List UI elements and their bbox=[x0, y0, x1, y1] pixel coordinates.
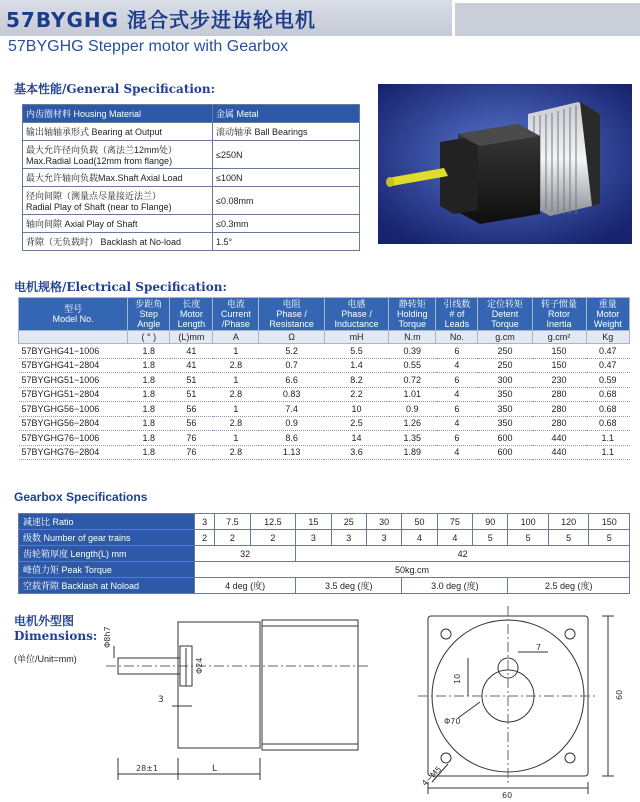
trains-cell: 3 bbox=[296, 530, 331, 546]
value-cell: 1.1 bbox=[586, 445, 629, 460]
backlash-label: 空载背隙 Backlash at Noload bbox=[19, 578, 195, 594]
value-cell: 1.26 bbox=[389, 416, 436, 431]
value-cell: 150 bbox=[532, 358, 586, 373]
spec-value: ≤250N bbox=[213, 141, 360, 169]
unit-cell: N.m bbox=[389, 331, 436, 344]
unit-cell: Kg bbox=[586, 331, 629, 344]
trains-cell: 2 bbox=[215, 530, 250, 546]
value-cell: 1.13 bbox=[259, 445, 324, 460]
table-row bbox=[19, 445, 630, 460]
trains-label: 级数 Number of gear trains bbox=[19, 530, 195, 546]
column-header-line: 定位转矩 bbox=[486, 299, 523, 309]
backlash-value: 3.5 deg (度) bbox=[296, 578, 402, 594]
value-cell: 1.01 bbox=[389, 387, 436, 402]
length-label: 齿轮箱厚度 Length(L) mm bbox=[19, 546, 195, 562]
column-header-line: 长度 bbox=[182, 299, 201, 309]
value-cell: 0.55 bbox=[389, 358, 436, 373]
value-cell: 1.8 bbox=[128, 416, 170, 431]
value-cell: 6 bbox=[436, 431, 478, 446]
value-cell: 51 bbox=[170, 387, 213, 402]
trains-cell: 2 bbox=[195, 530, 215, 546]
column-header bbox=[213, 298, 259, 331]
ratio-cell: 3 bbox=[195, 514, 215, 530]
trains-cell: 4 bbox=[437, 530, 472, 546]
body-length-label: L bbox=[212, 764, 218, 774]
bolt-circle-label: Φ70 bbox=[444, 717, 461, 726]
table-row bbox=[23, 141, 360, 169]
spec-label-line: 最大允许径向负载（离法兰12mm处） bbox=[26, 145, 178, 155]
value-cell: 300 bbox=[478, 373, 532, 388]
holes-label: 4−M5 bbox=[420, 764, 444, 788]
value-cell: 250 bbox=[478, 358, 532, 373]
unit-cell bbox=[19, 331, 128, 344]
value-cell: 4 bbox=[436, 358, 478, 373]
value-cell: 0.9 bbox=[259, 416, 324, 431]
column-header-line: Detent bbox=[491, 309, 519, 319]
ratio-cell: 120 bbox=[548, 514, 588, 530]
column-header bbox=[170, 298, 213, 331]
spec-label: 内齿圈材料 Housing Material bbox=[23, 105, 213, 123]
column-header bbox=[478, 298, 532, 331]
value-cell: 1.4 bbox=[324, 358, 389, 373]
spec-label: 最大允许轴向负载Max.Shaft Axial Load bbox=[23, 169, 213, 187]
value-cell: 1 bbox=[213, 402, 259, 417]
spec-label bbox=[23, 187, 213, 215]
table-row bbox=[19, 358, 630, 373]
ratio-label: 减速比 Ratio bbox=[19, 514, 195, 530]
table-row bbox=[19, 373, 630, 388]
value-cell: 280 bbox=[532, 416, 586, 431]
value-cell: 8.6 bbox=[259, 431, 324, 446]
column-header-line: /Phase bbox=[221, 319, 250, 329]
stepper-motor-illustration bbox=[378, 84, 632, 244]
ratio-cell: 25 bbox=[331, 514, 366, 530]
unit-cell: (L)mm bbox=[170, 331, 213, 344]
dimensions-title-en: Dimensions: bbox=[14, 629, 98, 643]
flat-label: 7 bbox=[536, 643, 542, 652]
value-cell: 350 bbox=[478, 402, 532, 417]
trains-cell: 3 bbox=[331, 530, 366, 546]
page-header bbox=[0, 0, 640, 36]
value-cell: 3.6 bbox=[324, 445, 389, 460]
value-cell: 350 bbox=[478, 416, 532, 431]
backlash-value: 2.5 deg (度) bbox=[508, 578, 630, 594]
column-header-line: Rotor bbox=[548, 309, 571, 319]
trains-cell: 3 bbox=[366, 530, 401, 546]
model-cell: 57BYGHG41−2804 bbox=[19, 358, 128, 373]
unit-cell: g.cm² bbox=[532, 331, 586, 344]
spec-label: 轴向间隙 Axial Play of Shaft bbox=[23, 215, 213, 233]
value-cell: 1.8 bbox=[128, 387, 170, 402]
column-header bbox=[586, 298, 629, 331]
table-row bbox=[19, 431, 630, 446]
table-header-row bbox=[19, 298, 630, 331]
value-cell: 1.8 bbox=[128, 431, 170, 446]
table-row bbox=[19, 546, 630, 562]
column-header-line: 电流 bbox=[226, 299, 245, 309]
header-band-right bbox=[455, 3, 640, 36]
value-cell: 6.6 bbox=[259, 373, 324, 388]
trains-cell: 2 bbox=[250, 530, 296, 546]
column-header-line: Motor bbox=[596, 309, 620, 319]
column-header-line: Phase / bbox=[341, 309, 372, 319]
column-header-line: Phase / bbox=[276, 309, 307, 319]
value-cell: 0.47 bbox=[586, 344, 629, 359]
value-cell: 2.2 bbox=[324, 387, 389, 402]
value-cell: 56 bbox=[170, 402, 213, 417]
value-cell: 4 bbox=[436, 416, 478, 431]
page-subtitle: 57BYGHG Stepper motor with Gearbox bbox=[8, 38, 289, 55]
column-header bbox=[532, 298, 586, 331]
value-cell: 0.7 bbox=[259, 358, 324, 373]
table-units-row bbox=[19, 331, 630, 344]
value-cell: 7.4 bbox=[259, 402, 324, 417]
column-header-line: Leads bbox=[444, 319, 470, 329]
dimensions-title-cn: 电机外型图 bbox=[14, 614, 75, 628]
product-photo bbox=[378, 84, 632, 244]
table-row bbox=[19, 578, 630, 594]
value-cell: 10 bbox=[324, 402, 389, 417]
value-cell: 4 bbox=[436, 387, 478, 402]
column-header-line: Model No. bbox=[52, 314, 94, 324]
side-view-drawing bbox=[100, 610, 390, 800]
value-cell: 6 bbox=[436, 344, 478, 359]
table-row bbox=[23, 215, 360, 233]
value-cell: 1.8 bbox=[128, 373, 170, 388]
table-row bbox=[23, 233, 360, 251]
value-cell: 0.68 bbox=[586, 402, 629, 417]
column-header-line: Motor bbox=[179, 309, 203, 319]
unit-cell: mH bbox=[324, 331, 389, 344]
shaft-step-label: 3 bbox=[158, 695, 164, 705]
value-cell: 0.83 bbox=[259, 387, 324, 402]
column-header-line: Weight bbox=[593, 319, 622, 329]
table-row bbox=[19, 387, 630, 402]
backlash-value: 4 deg (度) bbox=[195, 578, 296, 594]
column-header-line: 电感 bbox=[347, 299, 366, 309]
electrical-spec-table bbox=[18, 297, 630, 460]
model-cell: 57BYGHG51−2804 bbox=[19, 387, 128, 402]
spec-value: 金属 Metal bbox=[213, 105, 360, 123]
value-cell: 2.8 bbox=[213, 445, 259, 460]
column-header bbox=[19, 298, 128, 331]
value-cell: 280 bbox=[532, 402, 586, 417]
trains-cell: 5 bbox=[508, 530, 548, 546]
value-cell: 1 bbox=[213, 431, 259, 446]
value-cell: 440 bbox=[532, 431, 586, 446]
peak-torque-label: 峰值力矩 Peak Torque bbox=[19, 562, 195, 578]
peak-torque-value: 50kg.cm bbox=[195, 562, 630, 578]
value-cell: 2.8 bbox=[213, 358, 259, 373]
general-spec-table bbox=[22, 104, 360, 251]
column-header-line: Resistance bbox=[269, 319, 314, 329]
column-header-line: 电阻 bbox=[282, 299, 301, 309]
column-header-line: Inertia bbox=[546, 319, 572, 329]
column-header-line: 转子惯量 bbox=[541, 299, 578, 309]
value-cell: 41 bbox=[170, 344, 213, 359]
value-cell: 76 bbox=[170, 431, 213, 446]
pilot-dia-label: Φ24 bbox=[195, 657, 204, 674]
unit-cell: A bbox=[213, 331, 259, 344]
spec-value: 1.5° bbox=[213, 233, 360, 251]
value-cell: 5.5 bbox=[324, 344, 389, 359]
ratio-cell: 7.5 bbox=[215, 514, 250, 530]
column-header-line: Torque bbox=[398, 319, 427, 329]
column-header bbox=[436, 298, 478, 331]
spec-label bbox=[23, 141, 213, 169]
spec-label-line: 径向间隙（测量点尽量接近法兰） bbox=[26, 191, 162, 201]
spec-value: ≤100N bbox=[213, 169, 360, 187]
value-cell: 280 bbox=[532, 387, 586, 402]
model-cell: 57BYGHG51−1006 bbox=[19, 373, 128, 388]
spec-label-line: Radial Play of Shaft (near to Flange) bbox=[26, 202, 172, 212]
column-header-line: Length bbox=[177, 319, 206, 329]
column-header-line: 重量 bbox=[598, 299, 617, 309]
general-spec-title: 基本性能/General Specification: bbox=[14, 82, 216, 96]
value-cell: 0.72 bbox=[389, 373, 436, 388]
table-row bbox=[19, 514, 630, 530]
table-row bbox=[19, 562, 630, 578]
column-header-line: Inductance bbox=[334, 319, 379, 329]
spec-value: 滚动轴承 Ball Bearings bbox=[213, 123, 360, 141]
table-row bbox=[23, 105, 360, 123]
value-cell: 4 bbox=[436, 445, 478, 460]
ratio-cell: 30 bbox=[366, 514, 401, 530]
unit-cell: No. bbox=[436, 331, 478, 344]
electrical-spec-title: 电机规格/Electrical Specification: bbox=[14, 280, 227, 294]
ratio-cell: 100 bbox=[508, 514, 548, 530]
table-row bbox=[19, 402, 630, 417]
ratio-cell: 12.5 bbox=[250, 514, 296, 530]
column-header-line: # of bbox=[449, 309, 465, 319]
column-header bbox=[389, 298, 436, 331]
model-cell: 57BYGHG56−2804 bbox=[19, 416, 128, 431]
column-header-line: Angle bbox=[137, 319, 161, 329]
length-value: 32 bbox=[195, 546, 296, 562]
model-cell: 57BYGHG56−1006 bbox=[19, 402, 128, 417]
column-header-line: 引线数 bbox=[443, 299, 471, 309]
column-header-line: Torque bbox=[491, 319, 519, 329]
value-cell: 0.39 bbox=[389, 344, 436, 359]
value-cell: 0.68 bbox=[586, 416, 629, 431]
spec-label: 输出轴轴承形式 Bearing at Output bbox=[23, 123, 213, 141]
value-cell: 440 bbox=[532, 445, 586, 460]
table-row bbox=[23, 123, 360, 141]
unit-cell: ( ° ) bbox=[128, 331, 170, 344]
model-cell: 57BYGHG76−1006 bbox=[19, 431, 128, 446]
trains-cell: 5 bbox=[589, 530, 630, 546]
gearbox-spec-table bbox=[18, 513, 630, 594]
table-row bbox=[23, 169, 360, 187]
value-cell: 230 bbox=[532, 373, 586, 388]
table-row bbox=[19, 344, 630, 359]
value-cell: 14 bbox=[324, 431, 389, 446]
spec-value: ≤0.08mm bbox=[213, 187, 360, 215]
page-title: 57BYGHG 混合式步进齿轮电机 bbox=[6, 8, 316, 32]
spec-label-line: Max.Radial Load(12mm from flange) bbox=[26, 156, 173, 166]
ratio-cell: 75 bbox=[437, 514, 472, 530]
length-value: 42 bbox=[296, 546, 630, 562]
shaft-length-label: 28±1 bbox=[136, 764, 158, 773]
value-cell: 600 bbox=[478, 431, 532, 446]
value-cell: 1 bbox=[213, 373, 259, 388]
model-cell: 57BYGHG41−1006 bbox=[19, 344, 128, 359]
column-header-line: Step bbox=[139, 309, 159, 319]
value-cell: 250 bbox=[478, 344, 532, 359]
column-header-line: Holding bbox=[397, 309, 428, 319]
model-cell: 57BYGHG76−2804 bbox=[19, 445, 128, 460]
value-cell: 2.8 bbox=[213, 416, 259, 431]
value-cell: 2.5 bbox=[324, 416, 389, 431]
value-cell: 1.8 bbox=[128, 445, 170, 460]
column-header bbox=[128, 298, 170, 331]
column-header-line: 型号 bbox=[64, 304, 83, 314]
ratio-cell: 50 bbox=[402, 514, 437, 530]
spec-label: 背隙（无负载时） Backlash at No-load bbox=[23, 233, 213, 251]
value-cell: 1.35 bbox=[389, 431, 436, 446]
ratio-cell: 15 bbox=[296, 514, 331, 530]
value-cell: 1.8 bbox=[128, 402, 170, 417]
value-cell: 6 bbox=[436, 402, 478, 417]
column-header-line: 步距角 bbox=[135, 299, 163, 309]
value-cell: 1.89 bbox=[389, 445, 436, 460]
value-cell: 6 bbox=[436, 373, 478, 388]
value-cell: 1 bbox=[213, 344, 259, 359]
unit-note: (单位/Unit=mm) bbox=[14, 654, 77, 664]
value-cell: 2.8 bbox=[213, 387, 259, 402]
value-cell: 350 bbox=[478, 387, 532, 402]
value-cell: 0.68 bbox=[586, 387, 629, 402]
value-cell: 600 bbox=[478, 445, 532, 460]
trains-cell: 5 bbox=[548, 530, 588, 546]
value-cell: 0.59 bbox=[586, 373, 629, 388]
gearbox-spec-title: Gearbox Specifications bbox=[14, 490, 148, 504]
unit-cell: Ω bbox=[259, 331, 324, 344]
flat-depth-label: 10 bbox=[453, 673, 462, 684]
value-cell: 1.8 bbox=[128, 358, 170, 373]
table-row bbox=[23, 187, 360, 215]
table-row bbox=[19, 416, 630, 431]
column-header-line: Current bbox=[220, 309, 251, 319]
unit-cell: g.cm bbox=[478, 331, 532, 344]
value-cell: 8.2 bbox=[324, 373, 389, 388]
spec-value: ≤0.3mm bbox=[213, 215, 360, 233]
ratio-cell: 150 bbox=[589, 514, 630, 530]
value-cell: 1.1 bbox=[586, 431, 629, 446]
column-header bbox=[259, 298, 324, 331]
value-cell: 0.9 bbox=[389, 402, 436, 417]
value-cell: 5.2 bbox=[259, 344, 324, 359]
column-header-line: 静转矩 bbox=[398, 299, 426, 309]
trains-cell: 5 bbox=[473, 530, 508, 546]
backlash-value: 3.0 deg (度) bbox=[402, 578, 508, 594]
value-cell: 150 bbox=[532, 344, 586, 359]
shaft-dia-label: Φ8h7 bbox=[103, 626, 112, 648]
column-header bbox=[324, 298, 389, 331]
value-cell: 76 bbox=[170, 445, 213, 460]
value-cell: 51 bbox=[170, 373, 213, 388]
value-cell: 1.8 bbox=[128, 344, 170, 359]
table-row bbox=[19, 530, 630, 546]
trains-cell: 4 bbox=[402, 530, 437, 546]
front-view-drawing bbox=[418, 606, 634, 798]
value-cell: 41 bbox=[170, 358, 213, 373]
width-right-label: 60 bbox=[615, 689, 624, 700]
value-cell: 0.47 bbox=[586, 358, 629, 373]
ratio-cell: 90 bbox=[473, 514, 508, 530]
value-cell: 56 bbox=[170, 416, 213, 431]
width-bottom-label: 60 bbox=[502, 791, 513, 798]
